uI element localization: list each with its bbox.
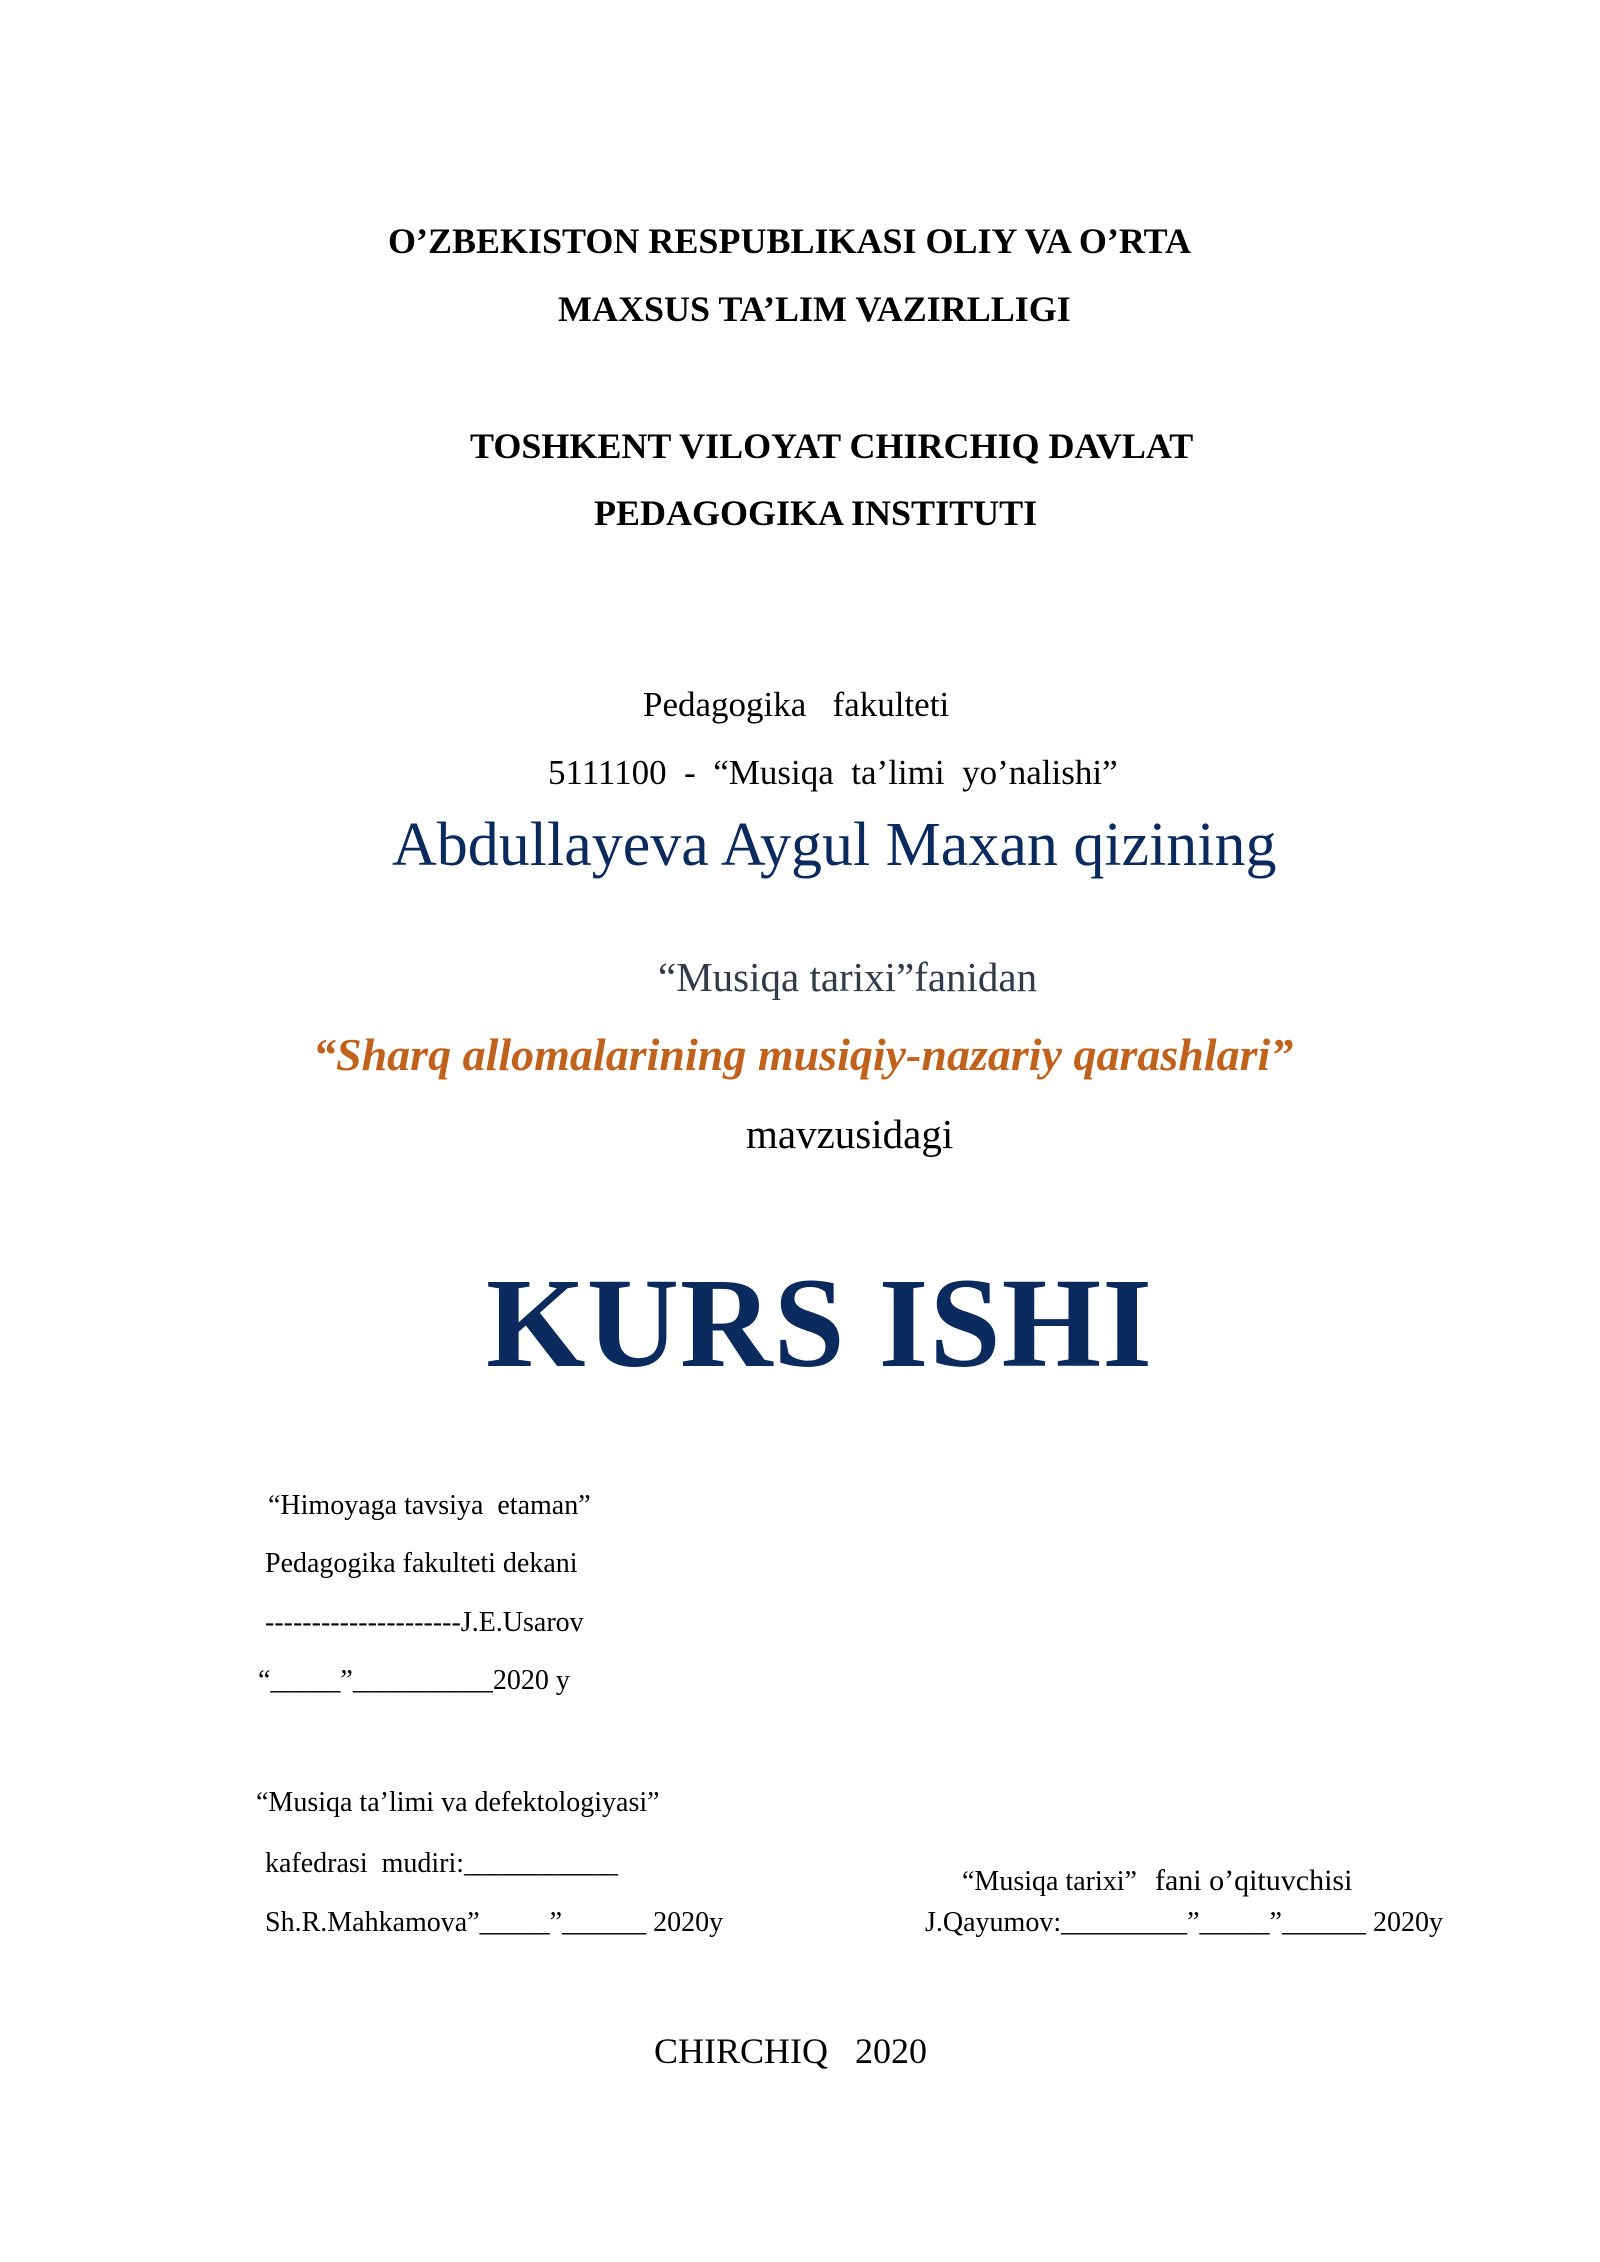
teacher-role: fani o’qituvchisi [1154, 1864, 1353, 1897]
study-direction: 5111100 - “Musiqa ta’limi yo’nalishi” [548, 753, 1118, 792]
document-type-title: KURS ISHI [486, 1252, 1153, 1394]
ministry-line-2: MAXSUS TA’LIM VAZIRLLIGI [558, 289, 1071, 329]
approval-dean-title: Pedagogika fakulteti dekani [265, 1548, 578, 1579]
department-head-title: kafedrasi mudiri:___________ [265, 1848, 619, 1879]
topic-title: “Sharq allomalarining musiqiy-nazariy qarashlari” [313, 1029, 1294, 1080]
department-name: “Musiqa ta’limi va defektologiyasi” [256, 1787, 660, 1818]
topic-suffix: mavzusidagi [746, 1111, 954, 1157]
approval-recommendation: “Himoyaga tavsiya etaman” [268, 1490, 591, 1521]
city-year: CHIRCHIQ 2020 [654, 2031, 928, 2071]
ministry-line-1: O’ZBEKISTON RESPUBLIKASI OLIY VA O’RTA [388, 221, 1191, 261]
teacher-title [954, 1846, 1352, 1898]
department-head-signature: Sh.R.Mahkamova”_____”______ 2020y [265, 1907, 724, 1938]
student-name: Abdullayeva Aygul Maxan qizining [392, 811, 1277, 879]
teacher-signature: J.Qayumov:_________”_____”______ 2020y [925, 1907, 1443, 1938]
institute-line-1: TOSHKENT VILOYAT CHIRCHIQ DAVLAT [470, 426, 1194, 466]
approval-date: “_____”__________2020 y [258, 1665, 570, 1696]
approval-dean-signature: ---------------------J.E.Usarov [265, 1607, 584, 1638]
subject-name: “Musiqa tarixi”fanidan [658, 954, 1038, 1000]
institute-line-2: PEDAGOGIKA INSTITUTI [594, 493, 1038, 533]
teacher-subject: “Musiqa tarixi” [962, 1866, 1137, 1897]
faculty-name: Pedagogika fakulteti [643, 685, 950, 724]
